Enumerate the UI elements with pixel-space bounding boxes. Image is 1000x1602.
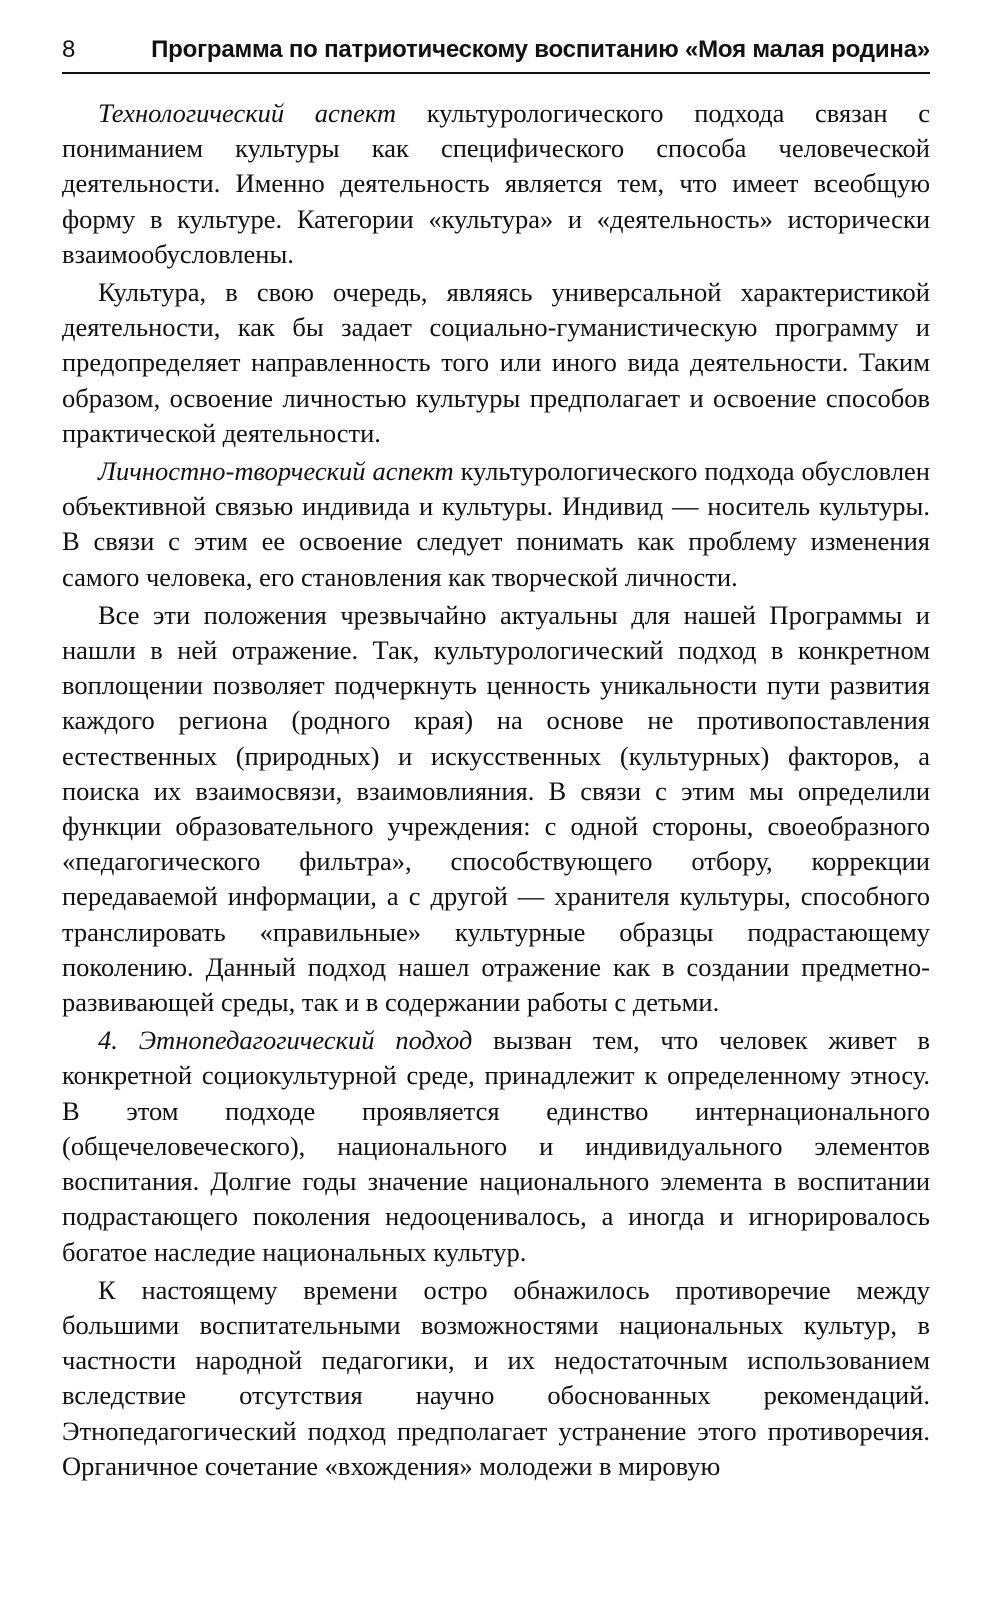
paragraph-text: К настоящему времени остро обнажилось противоречие между большими воспитательными возможностями национальных культур, в частности народной педагогики, и их недостаточным использованием вследствие отсутствия научно обоснованных рекомендаций. Этнопедагогический подход предполагает устранение этого противоречия. Органичное сочетание «вхождения» молодежи в мировую <box>62 1274 930 1481</box>
paragraph-text: культурологического подхода обусловлен объективной связью индивида и культуры. Индивид — носитель культуры. В связи с этим ее освоение следует понимать как проблему изменения самого человека, его становления как творческой личности. <box>62 456 930 592</box>
paragraph-contradiction <box>62 1273 930 1484</box>
running-header <box>62 32 930 74</box>
paragraph-text: Все эти положения чрезвычайно актуальны для нашей Программы и нашли в ней отражение. Так, культурологический подход в конкретном воплощении позволяет подчеркнуть ценность уникальности пути развития каждого региона (родного края) на основе не противопоставления естественных (природных) и искусственных (культурных) факторов, а поиска их взаимосвязи, взаимовлияния. В связи с этим мы определили функции образовательного учреждения: с одной стороны, своеобразного «педагогического фильтра», способствующего отбору, коррекции передаваемой информации, а с другой — хранителя культуры, способного транслировать «правильные» культурные образцы подрастающему поколению. Данный подход нашел отражение как в создании предметно-развивающей среды, так и в содержании работы с детьми. <box>62 599 930 1018</box>
paragraph-ethnopedagogical-approach <box>62 1023 930 1269</box>
paragraph-text: вызван тем, что человек живет в конкретной социокультурной среде, принадлежит к определенному этносу. В этом подходе проявляется единство интернационального (общечеловеческого), национального и индивидуального элементов воспитания. Долгие годы значение национального элемента в воспитании подрастающего поколения недооценивалось, а иногда и игнорировалось богатое наследие национальных культур. <box>62 1025 930 1267</box>
paragraph-program-relevance <box>62 598 930 1020</box>
paragraph-personal-creative-aspect <box>62 454 930 595</box>
running-title: Программа по патриотическому воспитанию «Моя малая родина» <box>151 36 930 63</box>
italic-term: 4. Этнопедагогический подход <box>98 1025 473 1056</box>
paragraph-technological-aspect <box>62 96 930 272</box>
body-text <box>62 96 930 1484</box>
italic-term: Личностно-творческий аспект <box>98 456 454 487</box>
italic-term: Технологический аспект <box>98 98 397 128</box>
paragraph-text: Культура, в свою очередь, являясь универсальной характеристикой деятельности, как бы задает социально-гуманистическую программу и предопределяет направленность того или иного вида деятельности. Таким образом, освоение личностью культуры предполагает и освоение способов практической деятельности. <box>62 277 930 448</box>
paragraph-culture-activity <box>62 275 930 451</box>
page-number: 8 <box>62 36 76 63</box>
paragraph-text: культурологического подхода связан с пониманием культуры как специфического способа человеческой деятельности. Именно деятельность является тем, что имеет всеобщую форму в культуре. Категории «культура» и «деятельность» исторически взаимообусловлены. <box>62 98 930 269</box>
